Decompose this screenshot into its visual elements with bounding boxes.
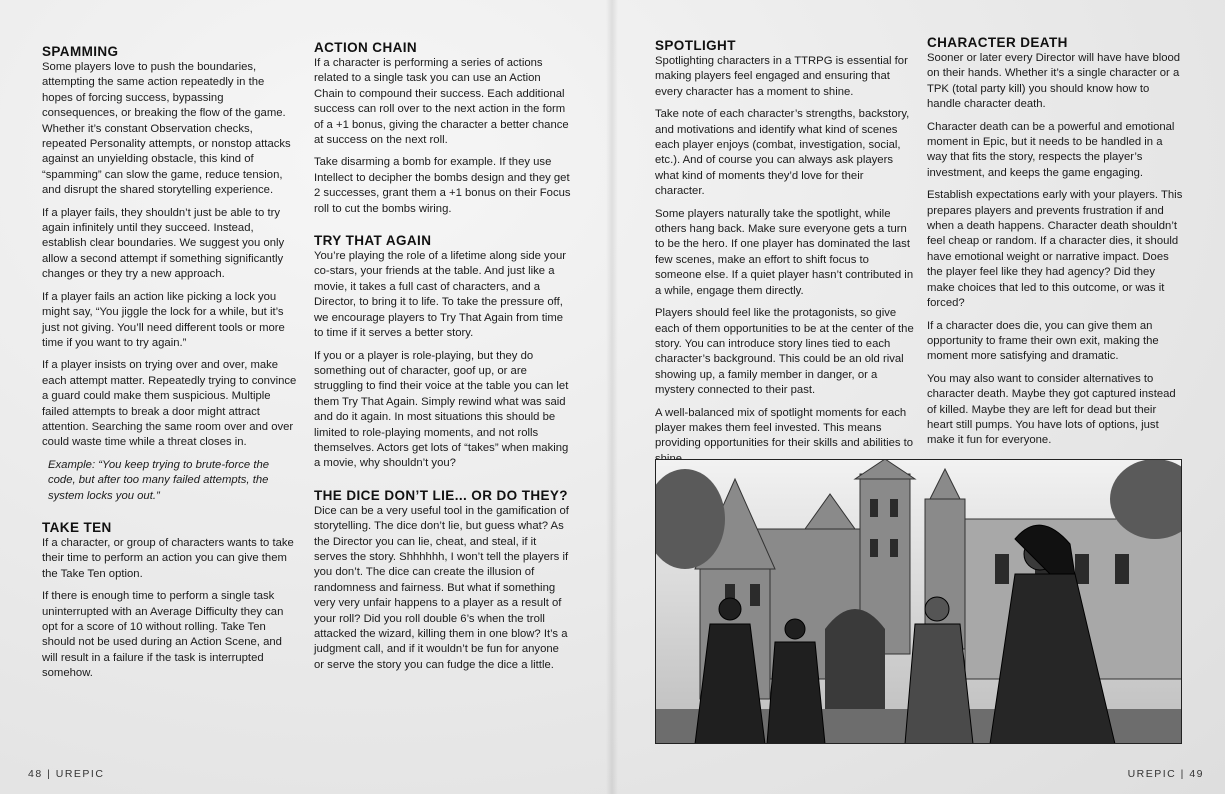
- section-spotlight: [655, 38, 915, 467]
- heading-dice: THE DICE DON’T LIE... OR DO THEY?: [314, 487, 568, 503]
- footer-right: UREPIC | 49: [1127, 768, 1204, 780]
- heading-take-ten: TAKE TEN: [42, 519, 112, 535]
- take-ten-para-2: If there is enough time to perform a single task uninterrupted with an Average Difficulty they can opt for a score of 10 without rolling. Take Ten should not be used during an Action Scene, and will result in a failure if the task is interrupted somehow.: [42, 590, 284, 680]
- section-try-that-again: [314, 233, 572, 472]
- left-column-2: [314, 40, 572, 689]
- spotlight-para-5: A well-balanced mix of spotlight moments for each player makes them feel invested. This means providing opportunities for their skills and abilities to: [655, 406, 914, 450]
- death-para-5: You may also want to consider alternatives to character death. Maybe they got captured instead of killed. Maybe they are left for dead but their heart still pumps. You have lots of options, just make it fun for everyone.: [927, 372, 1176, 447]
- right-column-2: [927, 35, 1185, 465]
- action-chain-para-1: If a character is performing a series of actions related to a single task you can use an Action Chain to compound their success. Each additional success can roll over to the next action in the form of a +1 bonus, giving the character a better chance at success on the next roll.: [314, 57, 569, 147]
- spotlight-para-3: Some players naturally take the spotlight, while others hang back. Make sure everyone gets a turn to be the hero. If one player has dominated the last few scenes, make an effort to shift focus to someone else. If a quiet player hasn’t contributed in a while, engage them directly.: [655, 207, 914, 297]
- section-take-ten: [42, 520, 298, 682]
- death-para-4: If a character does die, you can give them an opportunity to frame their own exit, making the moment more satisfying and dramatic.: [927, 319, 1159, 363]
- spamming-para-3: If a player fails an action like picking a lock you might say, “You jiggle the lock for a while, but it’s just not giving. You’ll need different tools or more time if you want to try again.”: [42, 290, 285, 349]
- death-para-2: Character death can be a powerful and emotional moment in Epic, but it needs to be handled in a way that fits the story, respects the player’s investment, and keeps the game engaging.: [927, 120, 1175, 179]
- try-again-para-2: If you or a player is role-playing, but they do something out of character, goof up, or are struggling to find their voice at the table you can let them Try That Again. Simply rewind what was said and do it again. In most situations this should be limited to role-playing moments, and not rolls themselves. Actors get lots of “takes” when making a movie, why shouldn’t you?: [314, 349, 569, 470]
- spotlight-para-1: Spotlighting characters in a TTRPG is essential for making players feel engaged and ensuring that every character has a moment to shine.: [655, 55, 908, 98]
- heading-spamming: SPAMMING: [42, 44, 119, 59]
- heading-spotlight: SPOTLIGHT: [655, 38, 736, 53]
- section-spamming: [42, 44, 298, 504]
- spotlight-para-2: Take note of each character’s strengths, backstory, and motivations and identify what kind of scenes each player enjoys (combat, investigation, social, etc.). And of course you can always ask players what kind of moments they’d love for their character.: [655, 108, 910, 198]
- section-dice: [314, 488, 572, 673]
- spamming-example: Example: “You keep trying to brute-force the code, but after too many failed attempts, the system locks you out.”: [48, 458, 270, 502]
- castle-party-illustration: [655, 459, 1182, 744]
- spotlight-para-4: Players should feel like the protagonists, so give each of them opportunities to be at the center of the story. You can introduce story lines tied to each character’s background. This could be an old rival showing up, a family member in danger, or a mystery connected to their past.: [655, 307, 914, 397]
- left-column-1: [42, 44, 298, 698]
- spamming-para-1: Some players love to push the boundaries, attempting the same action repeatedly in the hopes of forcing success, bypassing consequences, or breaking the flow of the game. Whether it’s constant Observation checks, repeated Personality attempts, or nonstop attacks against an unyielding obstacle, this kind of “spamming” can slow the game, reduce tension, and disrupt the shared storytelling experience.: [42, 61, 291, 197]
- heading-character-death: CHARACTER DEATH: [927, 35, 1068, 50]
- left-page: [0, 0, 612, 794]
- take-ten-para-1: If a character, or group of characters wants to take their time to perform an action you can give them the Take Ten option.: [42, 536, 294, 580]
- heading-try-that-again: TRY THAT AGAIN: [314, 233, 432, 249]
- footer-left: 48 | UREPIC: [28, 768, 105, 780]
- illustration-art: [655, 459, 1182, 744]
- dice-para-1: Dice can be a very useful tool in the gamification of storytelling. The dice don’t lie, but guess what? As the Director you can lie, cheat, and steal, if it serves the story. Shhhhhh, I won’t tell the players if you don’t. The dice can create the illusion of randomness and fairness. But what if something very very unfair happens to a player as a result of your roll? Did you roll double 6’s when the troll attacked the wizard, killing them in one blow? It’s a judgment call, and if it wouldn’t be fun for anyone or serve the story you can fudge the dice a little.: [314, 504, 569, 671]
- death-para-1: Sooner or later every Director will have have blood on their hands. Whether it’s a single character or a TPK (total party kill) you should know how to handle character death.: [927, 52, 1181, 111]
- heading-action-chain: ACTION CHAIN: [314, 40, 418, 55]
- section-action-chain: [314, 40, 572, 217]
- right-column-1: [655, 38, 915, 483]
- spamming-para-2: If a player fails, they shouldn’t just be able to try again infinitely until they succeed. Instead, establish clear boundaries. We suggest you only allow a second attempt if something significantly changes or they try a new approach.: [42, 206, 285, 281]
- action-chain-para-2: Take disarming a bomb for example. If they use Intellect to decipher the bombs design and they get 2 successes, grant them a +1 bonus on their Focus roll to cut the bombs wiring.: [314, 156, 571, 215]
- death-para-3: Establish expectations early with your players. This prepares players and prevents frustration if and when a death happens. Character death shouldn’t feel cheap or random. If a character dies, it should have emotional weight or narrative impact. Does the player feel like they had agency? Did they make choices that led to this outcome, or was it forced?: [927, 189, 1183, 310]
- section-character-death: [927, 35, 1185, 449]
- spamming-para-4: If a player insists on trying over and over, make each attempt matter. Repeatedly trying to convince a guard could make them suspicious. Multiple failed attempts to break a door might attract attention. Searching the same room over and over could waste time while a threat closes in.: [42, 359, 297, 449]
- try-again-para-1: You’re playing the role of a lifetime along side your co-stars, your friends at the table. And just like a movie, it takes a full cast of characters, and a Director, to bring it to life. To take the pressure off, we encourage players to Try That Again from time to time if it serves a better story.: [314, 250, 567, 340]
